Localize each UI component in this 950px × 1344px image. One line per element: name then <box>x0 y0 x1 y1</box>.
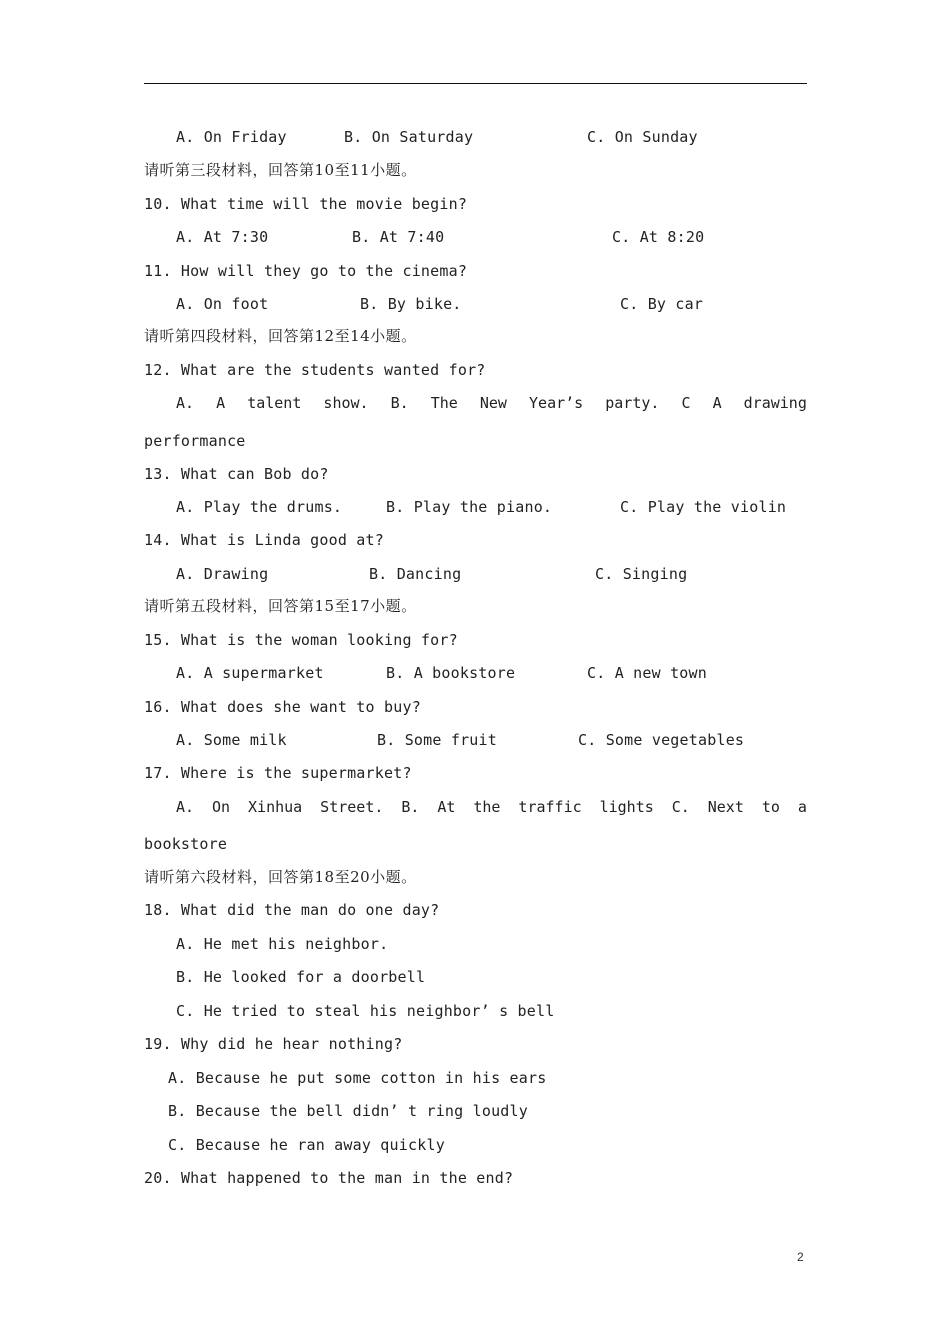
q9-option-a: A. On Friday <box>176 128 287 146</box>
q17-word: At <box>437 798 456 816</box>
q17-word: On <box>212 798 231 816</box>
question-18: 18. What did the man do one day? <box>144 901 440 919</box>
page-number: 2 <box>797 1250 804 1264</box>
q12-word: Year’s <box>529 394 584 412</box>
q17-word: traffic <box>518 798 582 816</box>
q15-option-b: B. A bookstore <box>386 664 516 682</box>
section-6-instruction: 请听第六段材料，回答第18至20小题。 <box>144 868 417 886</box>
header-rule <box>144 83 807 84</box>
section-3-instruction: 请听第三段材料，回答第10至11小题。 <box>144 161 417 179</box>
question-13: 13. What can Bob do? <box>144 465 329 483</box>
q12-word: A. <box>176 394 195 412</box>
q15-option-c: C. A new town <box>587 664 707 682</box>
q12-word: show. <box>323 394 369 412</box>
q17-option-c-continued: bookstore <box>144 835 228 853</box>
q9-option-b: B. On Saturday <box>344 128 474 146</box>
question-14: 14. What is Linda good at? <box>144 531 384 549</box>
question-11: 11. How will they go to the cinema? <box>144 262 468 280</box>
question-10: 10. What time will the movie begin? <box>144 195 468 213</box>
q17-word: Next <box>707 798 744 816</box>
q12-word: C <box>681 394 691 412</box>
q12-word: talent <box>247 394 302 412</box>
q12-options-line <box>176 394 807 412</box>
q17-word: to <box>761 798 780 816</box>
q14-option-a: A. Drawing <box>176 565 269 583</box>
q16-option-c: C. Some vegetables <box>578 731 745 749</box>
q19-option-c: C. Because he ran away quickly <box>168 1136 445 1154</box>
q13-option-c: C. Play the violin <box>620 498 787 516</box>
q17-word: the <box>473 798 501 816</box>
q17-word: a <box>797 798 807 816</box>
q19-option-a: A. Because he put some cotton in his ears <box>168 1069 547 1087</box>
q12-word: A <box>216 394 226 412</box>
q17-word: C. <box>671 798 690 816</box>
q12-word: New <box>479 394 507 412</box>
section-5-instruction: 请听第五段材料，回答第15至17小题。 <box>144 597 417 615</box>
section-4-instruction: 请听第四段材料，回答第12至14小题。 <box>144 327 417 345</box>
question-12: 12. What are the students wanted for? <box>144 361 486 379</box>
q14-option-b: B. Dancing <box>369 565 462 583</box>
q18-option-a: A. He met his neighbor. <box>176 935 389 953</box>
q11-option-b: B. By bike. <box>360 295 462 313</box>
question-15: 15. What is the woman looking for? <box>144 631 458 649</box>
q18-option-b: B. He looked for a doorbell <box>176 968 426 986</box>
q12-word: B. <box>390 394 409 412</box>
q10-option-b: B. At 7:40 <box>352 228 445 246</box>
q9-option-c: C. On Sunday <box>587 128 698 146</box>
q18-option-c: C. He tried to steal his neighbor’ s bell <box>176 1002 555 1020</box>
q17-word: Xinhua <box>248 798 303 816</box>
q12-word: A <box>712 394 722 412</box>
q17-word: B. <box>401 798 420 816</box>
q10-option-c: C. At 8:20 <box>612 228 705 246</box>
q12-option-c-continued: performance <box>144 432 246 450</box>
q11-option-a: A. On foot <box>176 295 269 313</box>
q12-word: The <box>430 394 458 412</box>
q17-options-line <box>176 798 807 816</box>
question-19: 19. Why did he hear nothing? <box>144 1035 403 1053</box>
q16-option-a: A. Some milk <box>176 731 287 749</box>
q15-option-a: A. A supermarket <box>176 664 324 682</box>
q13-option-a: A. Play the drums. <box>176 498 343 516</box>
question-16: 16. What does she want to buy? <box>144 698 421 716</box>
q14-option-c: C. Singing <box>595 565 688 583</box>
q19-option-b: B. Because the bell didn’ t ring loudly <box>168 1102 528 1120</box>
q10-option-a: A. At 7:30 <box>176 228 269 246</box>
q16-option-b: B. Some fruit <box>377 731 497 749</box>
q13-option-b: B. Play the piano. <box>386 498 553 516</box>
q17-word: A. <box>176 798 195 816</box>
question-17: 17. Where is the supermarket? <box>144 764 412 782</box>
q11-option-c: C. By car <box>620 295 704 313</box>
q12-word: party. <box>605 394 660 412</box>
question-20: 20. What happened to the man in the end? <box>144 1169 514 1187</box>
q12-word: drawing <box>743 394 807 412</box>
q17-word: Street. <box>320 798 384 816</box>
q17-word: lights <box>599 798 654 816</box>
